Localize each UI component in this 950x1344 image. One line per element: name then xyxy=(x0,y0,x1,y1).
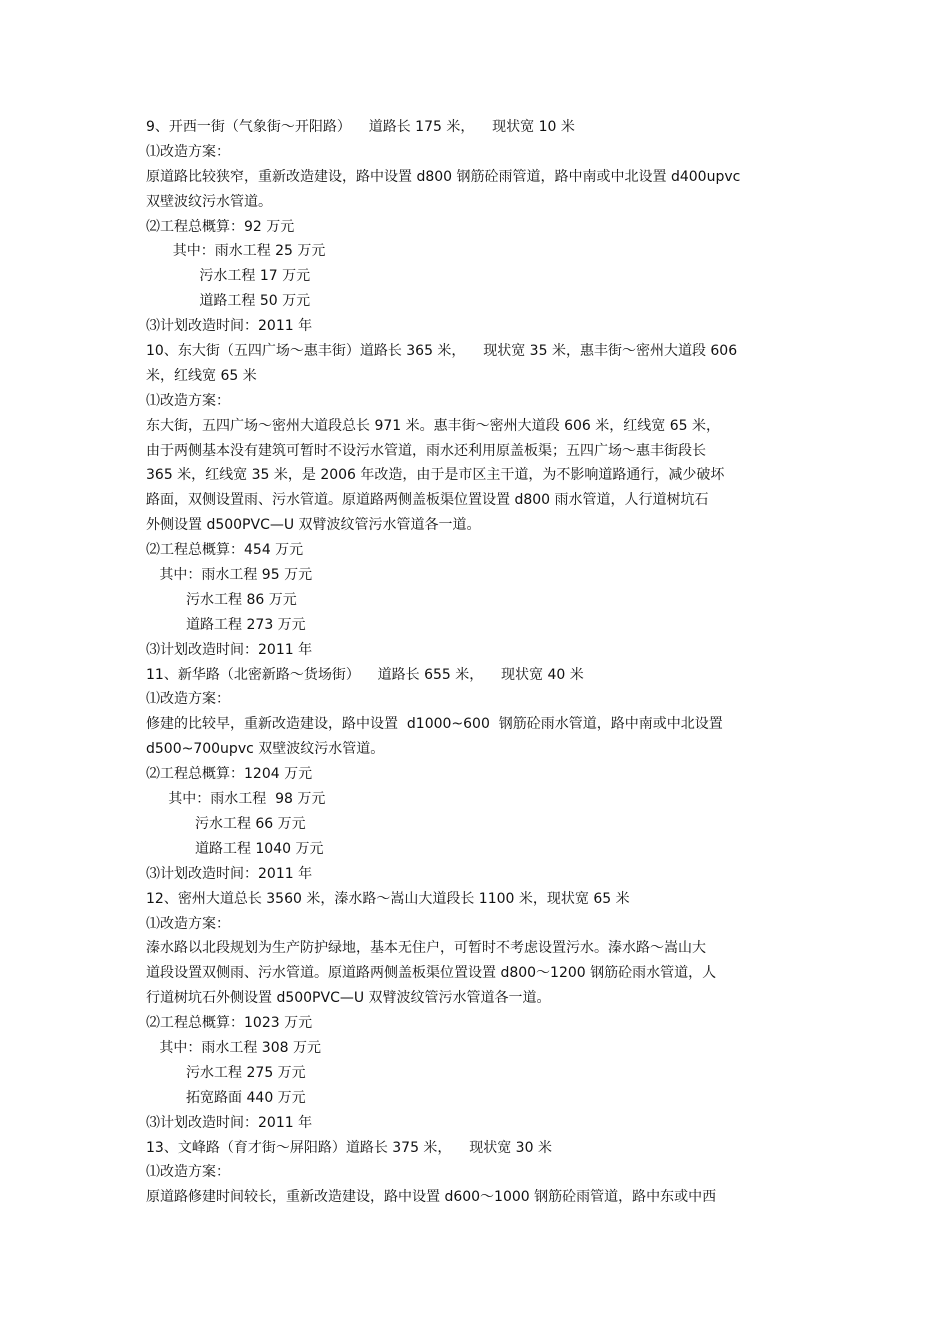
budget-item: 其中：雨水工程 98 万元 xyxy=(146,791,326,808)
section-9 xyxy=(146,115,810,339)
plan-line: 东大街，五四广场～密州大道段总长 971 米。惠丰街～密州大道段 606 米，红线宽 65 米， xyxy=(146,417,720,434)
section-10 xyxy=(146,339,810,663)
budget-total: ⑵工程总概算：454 万元 xyxy=(146,542,304,559)
section-heading: 9、开西一街（气象街～开阳路） 道路长 175 米， 现状宽 10 米 xyxy=(146,119,575,135)
plan-text xyxy=(146,936,810,1011)
plan-line: 道段设置双侧雨、污水管道。原道路两侧盖板渠位置设置 d800～1200 钢筋砼雨水管道，人 xyxy=(146,965,717,982)
budget-total: ⑵工程总概算：1204 万元 xyxy=(146,766,313,783)
plan-text xyxy=(146,1185,810,1210)
plan-line: 由于两侧基本没有建筑可暂时不设污水管道，雨水还利用原盖板渠；五四广场～惠丰街段长 xyxy=(146,442,706,459)
budget-total: ⑵工程总概算：92 万元 xyxy=(146,218,295,235)
budget-item: 污水工程 17 万元 xyxy=(146,268,311,285)
budget-item: 其中：雨水工程 308 万元 xyxy=(146,1039,321,1056)
section-13 xyxy=(146,1136,810,1211)
plan-label: ⑴改造方案： xyxy=(146,1164,230,1181)
budget-item: 其中：雨水工程 95 万元 xyxy=(146,567,313,584)
plan-label: ⑴改造方案： xyxy=(146,691,230,708)
section-11 xyxy=(146,663,810,887)
plan-line: 双壁波纹污水管道。 xyxy=(146,193,272,210)
plan-line: 行道树坑石外侧设置 d500PVC—U 双臂波纹管污水管道各一道。 xyxy=(146,990,551,1007)
budget-item: 道路工程 273 万元 xyxy=(146,616,306,633)
plan-text xyxy=(146,712,810,762)
section-heading: 13、文峰路（育才街～屏阳路）道路长 375 米， 现状宽 30 米 xyxy=(146,1139,552,1156)
section-heading: 米，红线宽 65 米 xyxy=(146,367,257,384)
plan-text xyxy=(146,165,810,215)
budget-total: ⑵工程总概算：1023 万元 xyxy=(146,1015,313,1032)
plan-label: ⑴改造方案： xyxy=(146,143,230,160)
budget-item: 污水工程 86 万元 xyxy=(146,591,297,608)
budget-item: 道路工程 1040 万元 xyxy=(146,840,324,857)
plan-line: 外侧设置 d500PVC—U 双臂波纹管污水管道各一道。 xyxy=(146,517,481,534)
plan-line: 原道路比较狭窄，重新改造建设，路中设置 d800 钢筋砼雨管道，路中南或中北设置 d400upvc xyxy=(146,168,741,185)
plan-time: ⑶计划改造时间：2011 年 xyxy=(146,1114,313,1131)
plan-line: 原道路修建时间较长，重新改造建设，路中设置 d600～1000 钢筋砼雨管道，路中东或中西 xyxy=(146,1189,717,1206)
plan-line: 路面，双侧设置雨、污水管道。原道路两侧盖板渠位置设置 d800 雨水管道，人行道树坑石 xyxy=(146,492,709,509)
budget-item: 道路工程 50 万元 xyxy=(146,293,311,310)
plan-line: 修建的比较早，重新改造建设，路中设置 d1000~600 钢筋砼雨水管道，路中南或中北设置 xyxy=(146,716,723,733)
budget-item: 污水工程 66 万元 xyxy=(146,815,306,832)
section-heading: 11、新华路（北密新路～货场街） 道路长 655 米， 现状宽 40 米 xyxy=(146,666,584,683)
section-heading: 12、密州大道总长 3560 米，溱水路～嵩山大道段长 1100 米，现状宽 65 米 xyxy=(146,890,630,907)
plan-line: 365 米，红线宽 35 米，是 2006 年改造，由于是市区主干道，为不影响道路通行，减少破坏 xyxy=(146,467,725,484)
budget-item: 其中：雨水工程 25 万元 xyxy=(146,243,326,260)
budget-item: 污水工程 275 万元 xyxy=(146,1064,306,1081)
plan-text xyxy=(146,414,810,538)
plan-label: ⑴改造方案： xyxy=(146,915,230,932)
plan-line: 溱水路以北段规划为生产防护绿地，基本无住户，可暂时不考虑设置污水。溱水路～嵩山大 xyxy=(146,940,706,957)
document-body xyxy=(146,115,810,1210)
plan-time: ⑶计划改造时间：2011 年 xyxy=(146,318,313,335)
plan-time: ⑶计划改造时间：2011 年 xyxy=(146,865,313,882)
plan-line: d500~700upvc 双壁波纹污水管道。 xyxy=(146,741,385,758)
section-12 xyxy=(146,887,810,1136)
plan-label: ⑴改造方案： xyxy=(146,392,230,409)
budget-item: 拓宽路面 440 万元 xyxy=(146,1089,306,1106)
section-heading: 10、东大街（五四广场～惠丰街）道路长 365 米， 现状宽 35 米，惠丰街～密州大道段 606 xyxy=(146,343,738,360)
plan-time: ⑶计划改造时间：2011 年 xyxy=(146,641,313,658)
